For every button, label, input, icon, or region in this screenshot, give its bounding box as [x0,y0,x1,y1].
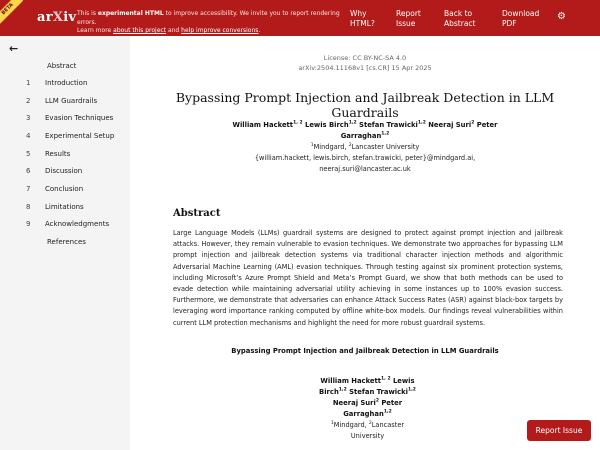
arrow-left-icon[interactable]: ← [9,42,19,55]
repeated-author-list: William Hackett$^{1, 2}$ Lewis Birch$^{1,2}$ Stefan Trawicki$^{1,2}$ Neeraj Suri$^2$ Peter Garraghan$^{1,2}$ [319,376,416,418]
download-pdf-link[interactable]: Download PDF [502,9,540,28]
toc-abstract[interactable]: Abstract [47,62,77,70]
toc-item-evasion-techniques[interactable]: 3 Evasion Techniques [26,114,114,122]
page-title: Bypassing Prompt Injection and Jailbreak Detection in LLM Guardrails [175,90,555,120]
toc-item-discussion[interactable]: 6 Discussion [26,167,83,175]
toc-references[interactable]: References [47,238,86,246]
beta-badge: BETA [0,0,23,25]
arxiv-id: arXiv:2504.11168v1 [cs.CR] 15 Apr 2025 [298,64,432,72]
top-banner [0,0,600,36]
article-body [130,36,600,450]
affiliations: $^1$Mindgard, $^2$Lancaster University {william.hackett, lewis.birch, stefan.trawicki, peter}@mindgard.ai, neeraj.suri@lancaster.ac.uk [254,142,476,173]
why-html-link[interactable]: Why HTML? [350,9,375,28]
table-of-contents [0,36,130,450]
license-text: License: CC BY-NC-SA 4.0 [323,54,407,62]
toc-item-introduction[interactable]: 1 Introduction [26,79,88,87]
abstract-heading: Abstract [173,208,221,219]
toc-item-results[interactable]: 5 Results [26,150,71,158]
toc-item-conclusion[interactable]: 7 Conclusion [26,185,84,193]
experimental-notice: This is experimental HTML to improve accessibility. We invite you to report rendering errors. Learn more about this project and help improve conversions. [77,10,340,34]
author-list: William Hackett$^{1, 2}$ Lewis Birch$^{1,2}$ Stefan Trawicki$^{1,2}$ Neeraj Suri$^2$ Peter Garraghan$^{1,2}$ [232,120,498,140]
gear-icon[interactable]: ⚙ [557,11,566,22]
about-project-link[interactable]: about this project [113,27,167,34]
author-emails: {william.hackett, lewis.birch, stefan.trawicki, peter}@mindgard.ai, [254,154,476,162]
toc-item-experimental-setup[interactable]: 4 Experimental Setup [26,132,115,140]
report-issue-button[interactable]: Report Issue [527,420,591,441]
toc-item-acknowledgments[interactable]: 9 Acknowledgments [26,220,110,228]
report-issue-link[interactable]: Report Issue [396,9,421,28]
back-to-abstract-link[interactable]: Back to Abstract [444,9,476,28]
arxiv-logo[interactable]: arXiv [37,10,77,25]
abstract-text: Large Language Models (LLMs) guardrail systems are designed to protect against prompt injection and jailbreak attacks. However, they remain vulnerable to evasion techniques. We demonstrate two approaches for bypassing LLM prompt injection and jailbreak detection systems via traditional character injection methods and algorithmic Adversarial Machine Learning (AML) evasion techniques. Through testing against six prominent protection systems, including Microsoft’s Azure Prompt Shield and Meta’s Prompt Guard, we show that both methods can be used to evade detection while maintaining adversarial utility achieving in some instances up to 100% evasion success. Furthermore, we demonstrate that adversaries can enhance Attack Success Rates (ASR) against black-box targets by leveraging word importance ranking computed by offline white-box models. Our findings reveal vulnerabilities within current LLM protection mechanisms and highlight the need for more robust guardrail systems. [173,229,563,327]
toc-item-limitations[interactable]: 8 Limitations [26,203,84,211]
repeated-affiliations: $^1$Mindgard, $^2$Lancaster University [330,420,405,440]
repeated-title: Bypassing Prompt Injection and Jailbreak Detection in LLM Guardrails [231,347,499,355]
help-improve-link[interactable]: help improve conversions [181,27,259,34]
toc-item-llm-guardrails[interactable]: 2 LLM Guardrails [26,97,98,105]
